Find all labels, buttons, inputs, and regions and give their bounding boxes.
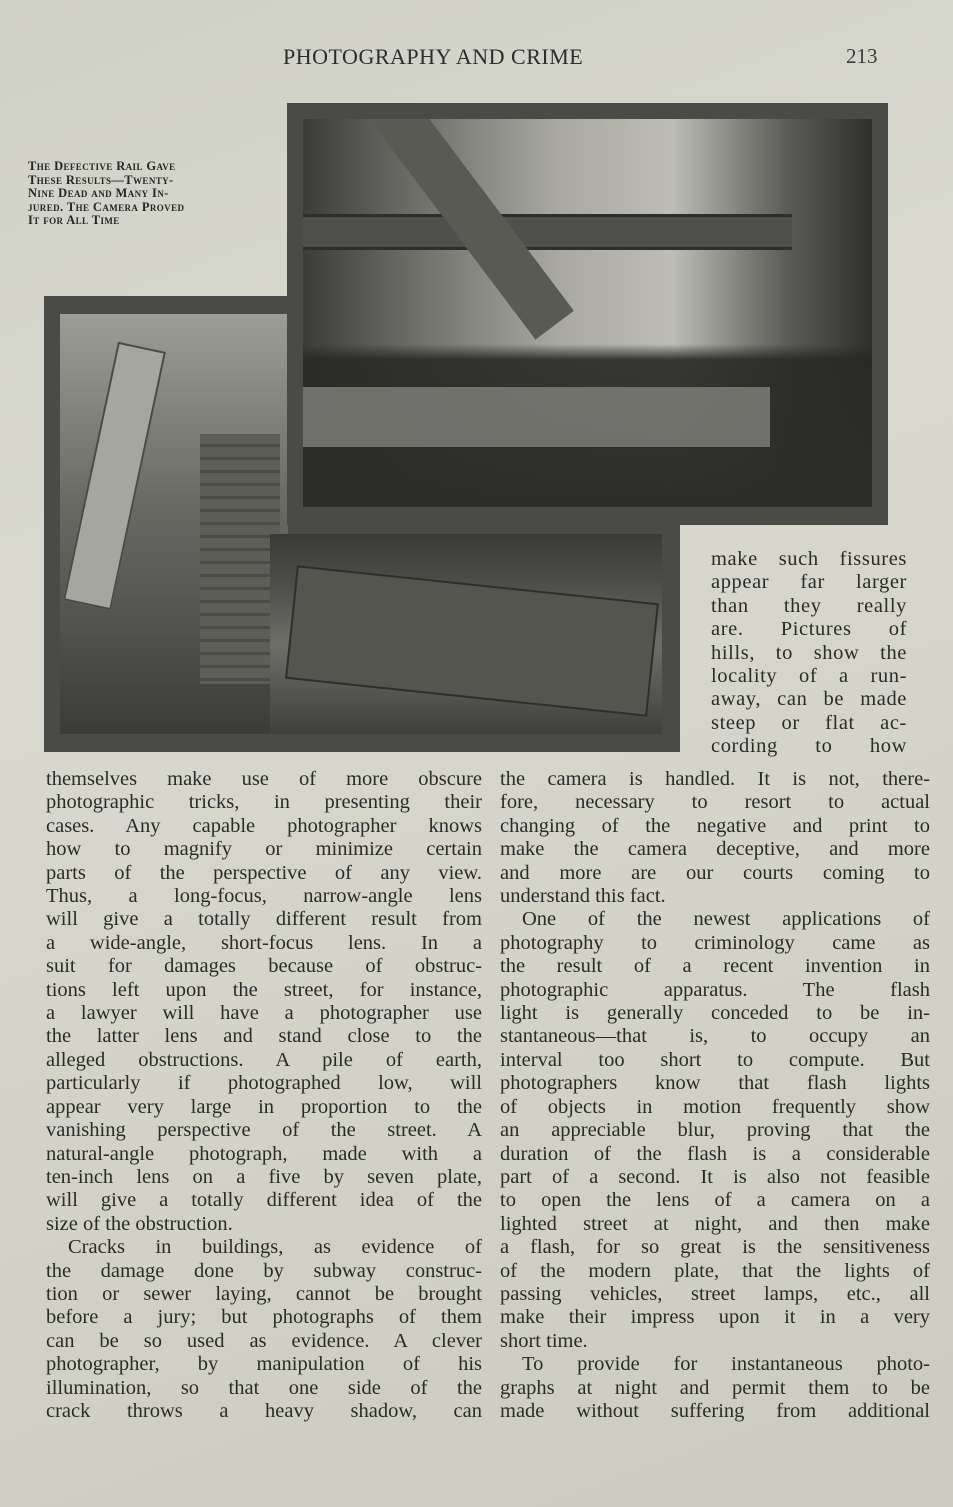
text-line: vanishing perspective of the street. A xyxy=(46,1119,482,1142)
caption-line: The Defective Rail Gave xyxy=(28,159,176,173)
text-line: To provide for instantaneous photo- xyxy=(522,1353,930,1376)
caption-line: Nine Dead and Many In- xyxy=(28,186,169,200)
text-line: will give a totally different idea of the xyxy=(46,1189,482,1212)
text-line: a wide-angle, short-focus lens. In a xyxy=(46,931,482,954)
text-line: the camera is handled. It is not, there- xyxy=(500,768,930,790)
text-line: make the camera deceptive, and more xyxy=(500,838,930,861)
text-line: changing of the negative and print to xyxy=(500,814,930,837)
text-line: Thus, a long-focus, narrow-angle lens xyxy=(46,885,482,908)
text-line: the result of a recent invention in xyxy=(500,955,930,978)
text-line: make such fissures xyxy=(711,548,907,570)
text-line: are. Pictures of xyxy=(711,618,907,641)
text-line: appear very large in proportion to the xyxy=(46,1095,482,1118)
wreck-photo-tender xyxy=(270,534,662,734)
text-line: passing vehicles, street lamps, etc., all xyxy=(500,1282,930,1305)
wraparound-text xyxy=(711,548,907,759)
text-line: particularly if photographed low, will xyxy=(46,1072,482,1095)
left-column xyxy=(46,768,482,1423)
text-line: light is generally conceded to be in- xyxy=(500,1002,930,1025)
stone-pier xyxy=(200,434,280,684)
text-line: of the modern plate, that the lights of xyxy=(500,1259,930,1282)
text-line: part of a second. It is also not feasible xyxy=(500,1165,930,1188)
text-line: crack throws a heavy shadow, can xyxy=(46,1399,482,1422)
text-line: understand this fact. xyxy=(500,885,666,908)
text-line: natural-angle photograph, made with a xyxy=(46,1142,482,1165)
wreck-photo-upright-car xyxy=(60,314,288,734)
text-line: illumination, so that one side of the xyxy=(46,1376,482,1399)
text-line: interval too short to compute. But xyxy=(500,1048,930,1071)
text-line: of objects in motion frequently show xyxy=(500,1095,930,1118)
figure-caption xyxy=(28,160,260,228)
text-line: lighted street at night, and then make xyxy=(500,1212,930,1235)
text-line: suit for damages because of obstruc- xyxy=(46,955,482,978)
text-line: steep or flat ac- xyxy=(711,711,907,734)
iron-bridge xyxy=(303,214,792,250)
text-line: fore, necessary to resort to actual xyxy=(500,791,930,814)
text-line: photographers know that flash lights xyxy=(500,1072,930,1095)
right-column xyxy=(500,768,930,1423)
text-line: themselves make use of more obscure xyxy=(46,768,482,790)
text-line: how to magnify or minimize certain xyxy=(46,838,482,861)
text-line: the damage done by subway construc- xyxy=(46,1259,482,1282)
overturned-tender xyxy=(285,565,659,716)
text-line: away, can be made xyxy=(711,688,907,711)
bridge-photo-image xyxy=(303,119,872,507)
river xyxy=(303,387,770,447)
text-line: made without suffering from additional xyxy=(500,1399,930,1422)
caption-line: jured. The Camera Proved xyxy=(28,199,185,214)
text-line: and more are our courts coming to xyxy=(500,861,930,884)
caption-line: It for All Time xyxy=(28,213,120,227)
text-line: stantaneous—that is, to occupy an xyxy=(500,1025,930,1048)
caption-line: These Results—Twenty- xyxy=(28,172,174,187)
page-number: 213 xyxy=(846,44,878,68)
text-line: photographic tricks, in presenting their xyxy=(46,791,482,814)
text-line: duration of the flash is a considerable xyxy=(500,1142,930,1165)
bridge-photo xyxy=(287,103,888,525)
text-line: Cracks in buildings, as evidence of xyxy=(68,1236,482,1259)
text-line: alleged obstructions. A pile of earth, xyxy=(46,1048,482,1071)
text-line: tions left upon the street, for instance, xyxy=(46,978,482,1001)
text-line: cases. Any capable photographer knows xyxy=(46,814,482,837)
running-header xyxy=(0,44,953,74)
text-line: graphs at night and permit them to be xyxy=(500,1376,930,1399)
text-line: photographic apparatus. The flash xyxy=(500,978,930,1001)
text-line: ten-inch lens on a five by seven plate, xyxy=(46,1165,482,1188)
text-line: the latter lens and stand close to the xyxy=(46,1025,482,1048)
text-line: to open the lens of a camera on a xyxy=(500,1189,930,1212)
text-line: will give a totally different result from xyxy=(46,908,482,931)
text-line: a lawyer will have a photographer use xyxy=(46,1002,482,1025)
text-line: appear far larger xyxy=(711,571,907,594)
text-line: One of the newest applications of xyxy=(522,908,930,931)
text-line: photographer, by manipulation of his xyxy=(46,1353,482,1376)
upended-railcar xyxy=(63,342,166,610)
text-line: size of the obstruction. xyxy=(46,1212,233,1235)
text-line: before a jury; but photographs of them xyxy=(46,1306,482,1329)
text-line: cording to how xyxy=(711,735,907,758)
text-line: locality of a run- xyxy=(711,665,907,688)
text-line: a flash, for so great is the sensitiveness xyxy=(500,1236,930,1259)
text-line: photography to criminology came as xyxy=(500,931,930,954)
text-line: short time. xyxy=(500,1329,588,1352)
text-line: parts of the perspective of any view. xyxy=(46,861,482,884)
text-line: an appreciable blur, proving that the xyxy=(500,1119,930,1142)
text-line: than they really xyxy=(711,594,907,617)
running-title: PHOTOGRAPHY AND CRIME xyxy=(283,44,584,69)
text-line: make their impress upon it in a very xyxy=(500,1306,930,1329)
text-line: tion or sewer laying, cannot be brought xyxy=(46,1282,482,1305)
text-line: hills, to show the xyxy=(711,641,907,664)
text-line: can be so used as evidence. A clever xyxy=(46,1329,482,1352)
